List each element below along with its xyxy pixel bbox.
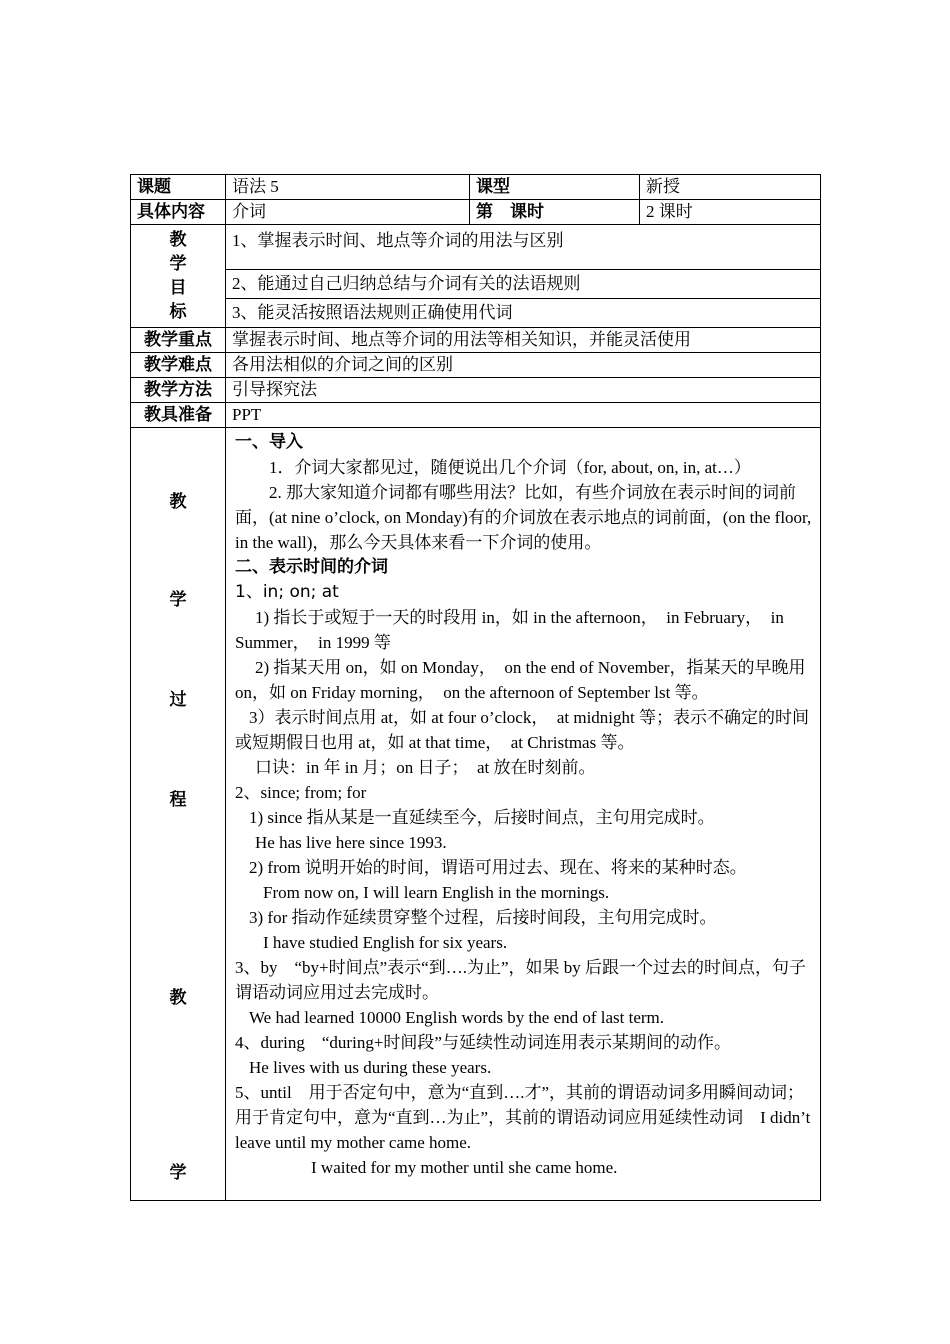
topic-label: 课题 [131,175,226,200]
objective-item: 1、掌握表示时间、地点等介词的用法与区别 [226,225,821,270]
process-line: 1．介词大家都见过，随便说出几个介词（for, about, on, in, at…） [269,458,751,477]
period-value: 2 课时 [640,200,821,225]
key-points-row [131,328,821,353]
process-line: 3、by “by+时间点”表示“到….为止”，如果 by 后跟一个过去的时间点，句子谓语动词应用过去完成时。 [235,958,807,1002]
period-label: 第 课时 [470,200,640,225]
objectives-label [131,225,226,328]
tools-label: 教具准备 [131,403,226,428]
process-label-char: 学 [169,1163,187,1183]
method-value: 引导探究法 [226,378,821,403]
content-value: 介词 [226,200,470,225]
process-content [226,428,821,1201]
process-row [131,428,821,1201]
topic-value: 语法 5 [226,175,470,200]
header-row-1 [131,175,821,200]
header-row-2 [131,200,821,225]
objective-item: 3、能灵活按照语法规则正确使用代词 [226,299,821,328]
difficulties-value: 各用法相似的介词之间的区别 [226,353,821,378]
example-sentence: I have studied English for six years. [263,933,508,952]
process-label-char: 教 [169,492,187,512]
process-label [131,428,226,1201]
objective-row-2 [131,270,821,299]
lesson-type-label: 课型 [470,175,640,200]
example-sentence: He has live here since 1993. [255,833,447,852]
objectives-label-char: 学 [169,254,187,274]
process-line: 2. 那大家知道介词都有哪些用法？比如，有些介词放在表示时间的词前面，(at nine o’clock, on Monday)有的介词放在表示地点的词前面，(on the floor, in the wall)，那么今天具体来看一下介词的使用。 [235,483,812,552]
content-label: 具体内容 [131,200,226,225]
key-points-label: 教学重点 [131,328,226,353]
objectives-label-char: 目 [169,278,187,298]
process-line: 1) 指长于或短于一天的时段用 in，如 in the afternoon， in February， in Summer， in 1999 等 [235,608,784,652]
process-label-char: 程 [169,790,187,810]
section-heading: 一、导入 [235,432,303,452]
process-line: 5、until 用于否定句中，意为“直到….才”，其前的谓语动词多用瞬间动词；用于肯定句中，意为“直到…为止”，其前的谓语动词应用延续性动词 I didn’t leave until my mother came home. [235,1083,811,1152]
lesson-type-value: 新授 [640,175,821,200]
method-label: 教学方法 [131,378,226,403]
subsection-heading: 1、in; on; at [235,582,339,602]
process-line: 2) from 说明开始的时间，谓语可用过去、现在、将来的某种时态。 [249,858,747,877]
key-points-value: 掌握表示时间、地点等介词的用法等相关知识，并能灵活使用 [226,328,821,353]
example-sentence: From now on, I will learn English in the mornings. [263,883,610,902]
objective-row-1 [131,225,821,270]
process-line: 3) for 指动作延续贯穿整个过程，后接时间段，主句用完成时。 [249,908,717,927]
section-heading: 二、表示时间的介词 [235,557,388,577]
tools-value: PPT [226,403,821,428]
example-sentence: He lives with us during these years. [249,1058,492,1077]
process-label-char: 过 [169,690,187,710]
example-sentence: I waited for my mother until she came home. [311,1158,618,1177]
process-line: 1) since 指从某是一直延续至今，后接时间点，主句用完成时。 [249,808,715,827]
tools-row [131,403,821,428]
process-line: 口诀：in 年 in 月；on 日子； at 放在时刻前。 [255,758,596,777]
difficulties-label: 教学难点 [131,353,226,378]
difficulties-row [131,353,821,378]
process-line: 2) 指某天用 on，如 on Monday， on the end of November，指某天的早晚用 on，如 on Friday morning， on the afternoon of September lst 等。 [235,658,806,702]
method-row [131,378,821,403]
process-line: 4、during “during+时间段”与延续性动词连用表示某期间的动作。 [235,1033,731,1052]
lesson-plan-table [130,174,821,1201]
process-label-char: 学 [169,590,187,610]
objectives-label-char: 教 [169,230,187,250]
subsection-heading: 2、since; from; for [235,783,367,802]
objective-item: 2、能通过自己归纳总结与介词有关的法语规则 [226,270,821,299]
objective-row-3 [131,299,821,328]
process-label-char: 教 [169,988,187,1008]
objectives-label-char: 标 [169,302,187,322]
example-sentence: We had learned 10000 English words by the end of last term. [249,1008,665,1027]
process-line: 3）表示时间点用 at，如 at four o’clock， at midnight 等；表示不确定的时间或短期假日也用 at，如 at that time， at Christmas 等。 [235,708,809,752]
